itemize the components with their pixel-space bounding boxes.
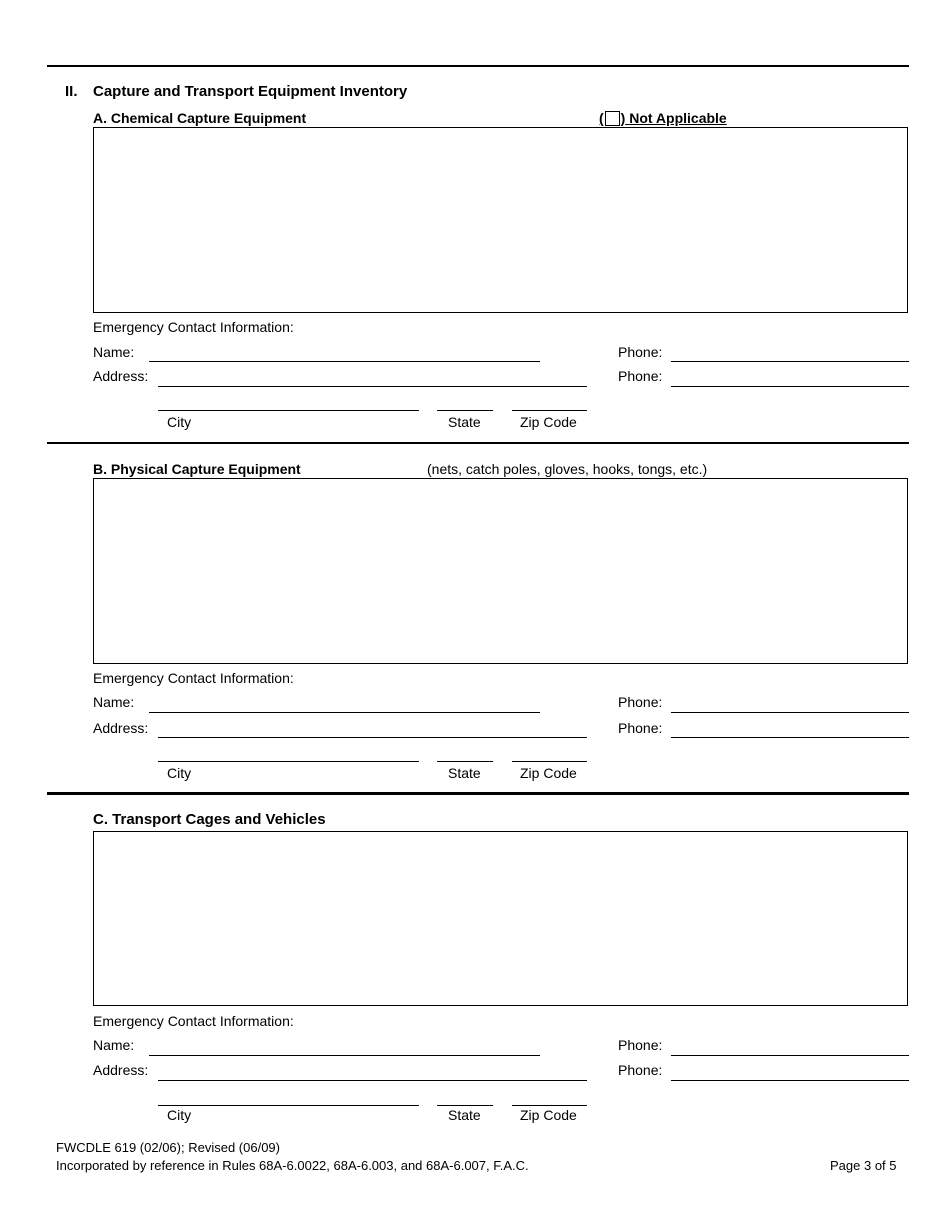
not-applicable-label: Not Applicable	[629, 110, 727, 126]
address-label-b: Address:	[93, 720, 149, 736]
emergency-contact-heading-b: Emergency Contact Information:	[93, 670, 294, 686]
state-field-a[interactable]	[437, 396, 493, 411]
not-applicable-checkbox[interactable]	[605, 111, 620, 126]
city-field-a[interactable]	[158, 396, 419, 411]
phone-label-c2: Phone:	[618, 1062, 663, 1078]
name-field-a[interactable]	[149, 347, 540, 362]
phone-field-b2[interactable]	[671, 723, 909, 738]
zip-label-b: Zip Code	[520, 765, 577, 781]
name-field-b[interactable]	[149, 698, 540, 713]
zip-field-c[interactable]	[512, 1091, 587, 1106]
physical-capture-equipment-box[interactable]	[93, 478, 908, 664]
footer-form-id: FWCDLE 619 (02/06); Revised (06/09)	[56, 1140, 280, 1155]
subsection-b-title: B. Physical Capture Equipment	[93, 461, 301, 477]
phone-field-a1[interactable]	[671, 347, 909, 362]
top-divider	[47, 65, 909, 67]
not-applicable-close-paren: )	[620, 110, 626, 126]
state-label-a: State	[448, 414, 481, 430]
transport-cages-vehicles-box[interactable]	[93, 831, 908, 1006]
chemical-capture-equipment-box[interactable]	[93, 127, 908, 313]
not-applicable-open-paren: (	[599, 110, 604, 126]
city-field-b[interactable]	[158, 747, 419, 762]
phone-label-a2: Phone:	[618, 368, 663, 384]
zip-field-a[interactable]	[512, 396, 587, 411]
section-number: II.	[65, 83, 78, 100]
footer-page-number: Page 3 of 5	[830, 1158, 897, 1173]
address-label-c: Address:	[93, 1062, 149, 1078]
phone-label-a1: Phone:	[618, 344, 663, 360]
emergency-contact-heading-a: Emergency Contact Information:	[93, 319, 294, 335]
city-field-c[interactable]	[158, 1091, 419, 1106]
city-label-b: City	[167, 765, 192, 781]
phone-field-b1[interactable]	[671, 698, 909, 713]
state-field-b[interactable]	[437, 747, 493, 762]
phone-field-c1[interactable]	[671, 1041, 909, 1056]
subsection-b-note: (nets, catch poles, gloves, hooks, tongs, etc.)	[427, 461, 708, 477]
phone-field-c2[interactable]	[671, 1066, 909, 1081]
state-label-c: State	[448, 1107, 481, 1123]
address-field-b[interactable]	[158, 723, 587, 738]
city-label-a: City	[167, 414, 192, 430]
name-field-c[interactable]	[149, 1041, 540, 1056]
phone-label-b2: Phone:	[618, 720, 663, 736]
state-field-c[interactable]	[437, 1091, 493, 1106]
address-field-a[interactable]	[158, 372, 587, 387]
phone-label-b1: Phone:	[618, 694, 663, 710]
address-label-a: Address:	[93, 368, 149, 384]
state-label-b: State	[448, 765, 481, 781]
zip-field-b[interactable]	[512, 747, 587, 762]
zip-label-a: Zip Code	[520, 414, 577, 430]
name-label-b: Name:	[93, 694, 135, 710]
subsection-c-title: C. Transport Cages and Vehicles	[93, 811, 326, 828]
name-label-a: Name:	[93, 344, 135, 360]
divider-a-b	[47, 442, 909, 444]
phone-label-c1: Phone:	[618, 1037, 663, 1053]
address-field-c[interactable]	[158, 1066, 587, 1081]
section-title: Capture and Transport Equipment Inventory	[93, 83, 408, 100]
subsection-a-title: A. Chemical Capture Equipment	[93, 110, 307, 126]
emergency-contact-heading-c: Emergency Contact Information:	[93, 1013, 294, 1029]
zip-label-c: Zip Code	[520, 1107, 577, 1123]
phone-field-a2[interactable]	[671, 372, 909, 387]
not-applicable-option[interactable]	[599, 110, 727, 126]
divider-b-c	[47, 792, 909, 795]
city-label-c: City	[167, 1107, 192, 1123]
name-label-c: Name:	[93, 1037, 135, 1053]
footer-incorporated: Incorporated by reference in Rules 68A-6.0022, 68A-6.003, and 68A-6.007, F.A.C.	[56, 1158, 529, 1173]
